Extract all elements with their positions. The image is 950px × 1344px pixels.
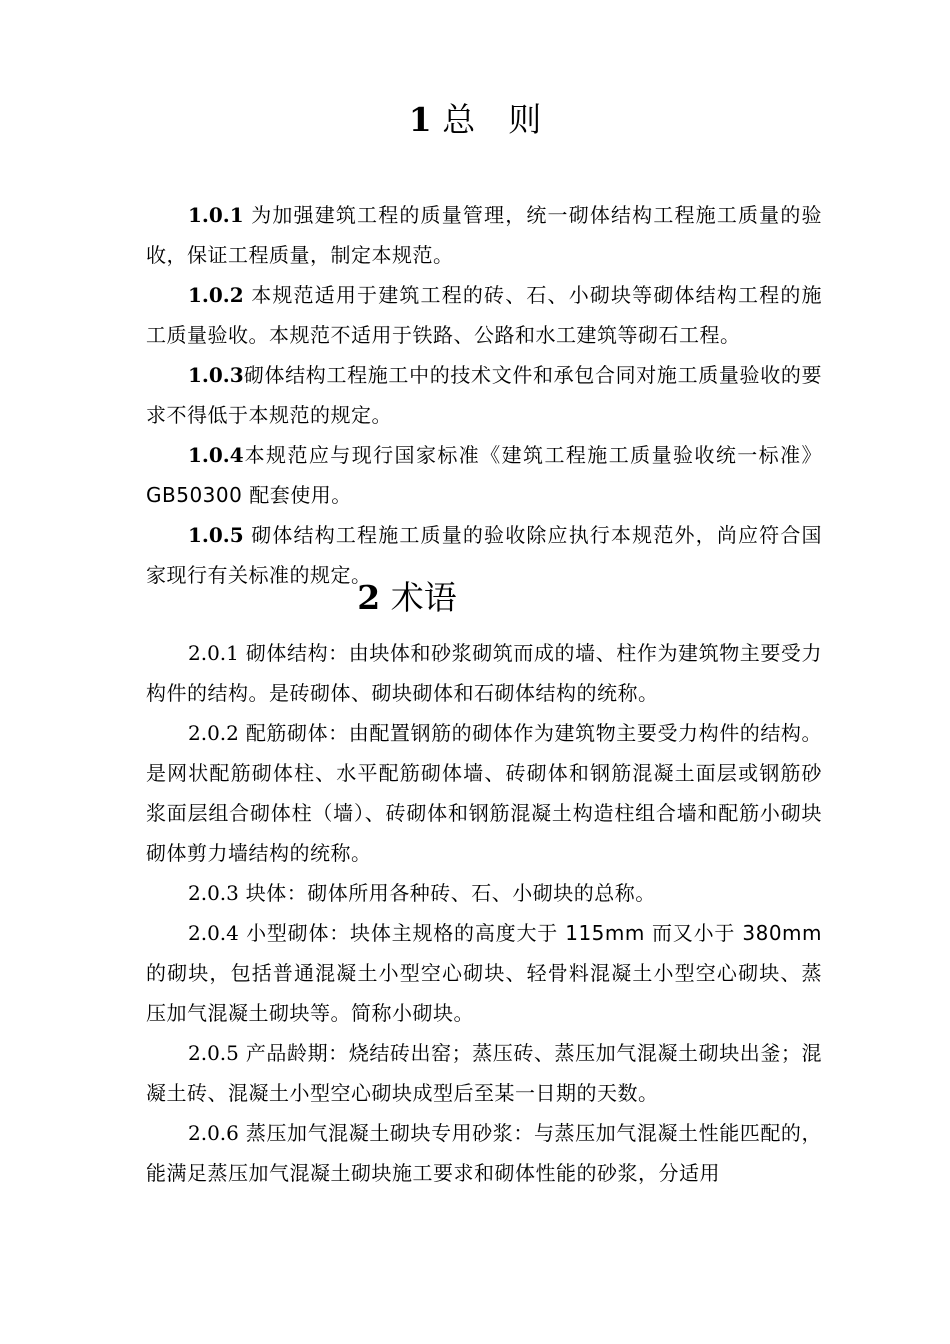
chapter-1-number: 1: [408, 100, 432, 139]
clause-number: 1.0.4: [188, 443, 244, 467]
clause-1-0-2: [146, 275, 822, 355]
clause-number: 1.0.2: [188, 283, 244, 307]
clause-text: 本规范应与现行国家标准《建筑工程施工质量验收统一标准》GB50300 配套使用。: [146, 443, 822, 507]
clause-text: 蒸压加气混凝土砌块专用砂浆：与蒸压加气混凝土性能匹配的，能满足蒸压加气混凝土砌块施工要求和砌体性能的砂浆，分适用: [146, 1121, 823, 1185]
clause-number: 2.0.2: [188, 721, 239, 745]
chapter-2-number: 2: [357, 578, 381, 617]
clause-2-0-3: [146, 873, 822, 913]
chapter-1-title: 总 则: [442, 100, 542, 139]
clause-text: 砌体结构工程施工中的技术文件和承包合同对施工质量验收的要求不得低于本规范的规定。: [146, 363, 822, 427]
clause-text: 块体：砌体所用各种砖、石、小砌块的总称。: [245, 881, 656, 905]
clause-text: 砌体结构工程施工质量的验收除应执行本规范外，尚应符合国家现行有关标准的规定。: [146, 523, 823, 587]
clause-text: 配筋砌体：由配置钢筋的砌体作为建筑物主要受力构件的结构。是网状配筋砌体柱、水平配筋砌体墙、砖砌体和钢筋混凝土面层或钢筋砂浆面层组合砌体柱（墙）、砖砌体和钢筋混凝土构造柱组合墙和配筋小砌块砌体剪力墙结构的统称。: [146, 721, 823, 865]
clause-number: 2.0.5: [188, 1041, 239, 1065]
clause-number: 2.0.6: [188, 1121, 239, 1145]
chapter-2-title: 术语: [390, 578, 457, 617]
clause-2-0-4: [146, 913, 822, 1033]
clause-2-0-5: [146, 1033, 822, 1113]
clause-text: 小型砌体：块体主规格的高度大于 115mm 而又小于 380mm 的砌块，包括普通混凝土小型空心砌块、轻骨料混凝土小型空心砌块、蒸压加气混凝土砌块等。简称小砌块。: [146, 921, 823, 1025]
clause-2-0-6: [146, 1113, 822, 1193]
clause-text: 产品龄期：烧结砖出窑；蒸压砖、蒸压加气混凝土砌块出釜；混凝土砖、混凝土小型空心砌块成型后至某一日期的天数。: [146, 1041, 823, 1105]
clause-number: 2.0.4: [188, 921, 239, 945]
clause-number: 1.0.3: [188, 363, 244, 387]
clause-1-0-3: [146, 355, 822, 435]
clause-text: 本规范适用于建筑工程的砖、石、小砌块等砌体结构工程的施工质量验收。本规范不适用于铁路、公路和水工建筑等砌石工程。: [146, 283, 823, 347]
clause-2-0-2: [146, 713, 822, 873]
clause-number: 1.0.5: [188, 523, 244, 547]
clause-1-0-4: [146, 435, 822, 515]
clause-number: 2.0.3: [188, 881, 239, 905]
chapter-2-heading: [0, 578, 882, 618]
clause-text: 为加强建筑工程的质量管理，统一砌体结构工程施工质量的验收，保证工程质量，制定本规范。: [146, 203, 823, 267]
clause-1-0-1: [146, 195, 822, 275]
clause-number: 2.0.1: [188, 641, 239, 665]
chapter-1-heading: [0, 100, 950, 140]
clause-number: 1.0.1: [188, 203, 244, 227]
clause-text: 砌体结构：由块体和砂浆砌筑而成的墙、柱作为建筑物主要受力构件的结构。是砖砌体、砌块砌体和石砌体结构的统称。: [146, 641, 823, 705]
clause-2-0-1: [146, 633, 822, 713]
